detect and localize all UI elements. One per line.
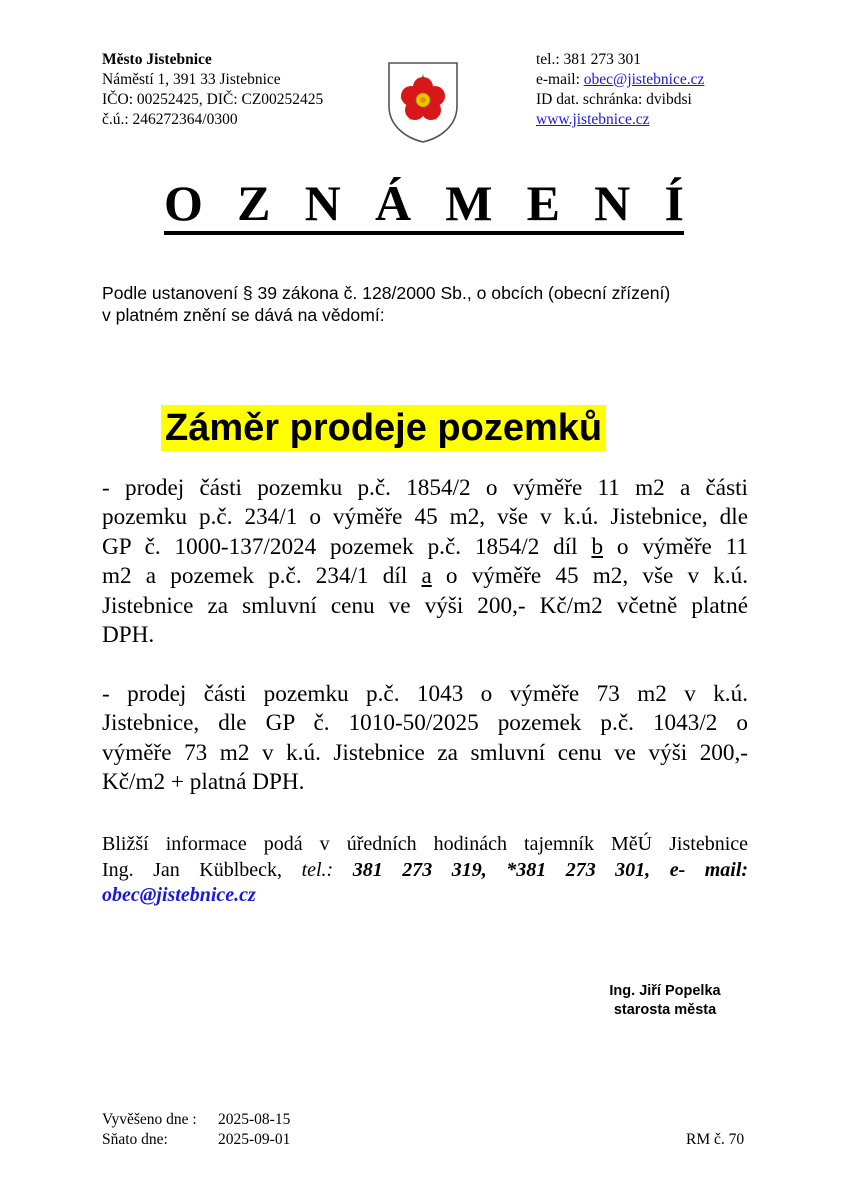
sale-item-2-line: výměře 73 m2 v k.ú. Jistebnice za smluvní cenu ve výši 200,- xyxy=(102,739,748,766)
org-account: č.ú.: 246272364/0300 xyxy=(102,111,238,128)
coat-of-arms-icon xyxy=(386,60,460,144)
title-letter: N xyxy=(304,175,341,231)
sale-item-1-line: DPH. xyxy=(102,622,155,649)
signatory-role: starosta města xyxy=(613,1002,717,1018)
org-ids: IČO: 00252425, DIČ: CZ00252425 xyxy=(102,91,324,108)
sale-item-1-line: pozemku p.č. 234/1 o výměře 45 m2, vše v k.ú. Jistebnice, dle xyxy=(102,504,748,531)
title-letter: Z xyxy=(237,175,271,231)
sale-item-1-line: m2 a pozemek p.č. 234/1 díl a o výměře 45 m2, vše v k.ú. xyxy=(102,563,748,590)
mail-label: e- mail: xyxy=(669,858,749,881)
posted-label: Vyvěšeno dne : xyxy=(102,1111,197,1128)
document-title xyxy=(164,176,684,234)
contact-block xyxy=(536,50,704,130)
contact-info xyxy=(102,832,748,909)
part-b-label: b xyxy=(591,533,604,560)
subject-heading: Záměr prodeje pozemků xyxy=(161,405,606,451)
council-resolution-number: RM č. 70 xyxy=(686,1131,745,1148)
title-letter: N xyxy=(594,175,631,231)
title-letter: Á xyxy=(374,175,412,231)
sale-item-2-line: - prodej části pozemku p.č. 1043 o výměře 73 m2 v k.ú. xyxy=(102,681,748,707)
removed-label: Sňato dne: xyxy=(102,1131,168,1148)
sale-item-1-line: - prodej části pozemku p.č. 1854/2 o výměře 11 m2 a části xyxy=(102,475,748,501)
data-box-id: ID dat. schránka: dvibdsi xyxy=(536,91,692,108)
posted-date: 2025-08-15 xyxy=(218,1111,291,1128)
phone: tel.: 381 273 301 xyxy=(536,51,642,68)
title-letter: O xyxy=(164,175,203,231)
sale-item-1-line: Jistebnice za smluvní cenu ve výši 200,- Kč/m2 včetně platné xyxy=(102,592,748,619)
org-name: Město Jistebnice xyxy=(102,51,212,68)
signature-block xyxy=(590,982,740,1020)
sale-item-1 xyxy=(102,474,748,650)
title-letters xyxy=(164,176,684,230)
sale-item-2 xyxy=(102,680,748,798)
contact-phone-1: 381 273 319, xyxy=(352,858,487,881)
part-a-label: a xyxy=(421,563,432,590)
intro-line-2: v platném znění se dává na vědomí: xyxy=(102,305,385,325)
contact-phone-2: *381 273 301, xyxy=(506,858,651,881)
contact-email-link[interactable]: obec@jistebnice.cz xyxy=(102,884,256,906)
sale-item-2-line: Kč/m2 + platná DPH. xyxy=(102,769,305,796)
signatory-name: Ing. Jiří Popelka xyxy=(609,983,721,999)
email-row xyxy=(536,70,704,90)
sale-item-1-line: GP č. 1000-137/2024 pozemek p.č. 1854/2 díl b o výměře 11 xyxy=(102,533,749,560)
title-underline xyxy=(164,231,684,235)
title-letter: E xyxy=(526,175,560,231)
email-label: e-mail: xyxy=(536,71,584,88)
removed-date: 2025-09-01 xyxy=(218,1131,291,1148)
email-link[interactable]: obec@jistebnice.cz xyxy=(583,71,705,88)
tel-label: tel.: xyxy=(301,858,334,881)
sender-block xyxy=(102,50,323,130)
posting-dates xyxy=(102,1110,290,1150)
contact-person: Ing. Jan Küblbeck, xyxy=(102,858,283,881)
contact-line-1: Bližší informace podá v úředních hodinách tajemník MěÚ Jistebnice xyxy=(102,833,748,855)
org-address: Náměstí 1, 391 33 Jistebnice xyxy=(102,71,281,88)
website-link[interactable]: www.jistebnice.cz xyxy=(536,111,650,128)
title-letter: Í xyxy=(664,175,684,231)
sale-item-2-line: Jistebnice, dle GP č. 1010-50/2025 pozemek p.č. 1043/2 o xyxy=(102,710,748,737)
title-letter: M xyxy=(445,175,493,231)
contact-line-2 xyxy=(102,858,748,884)
intro-line-1: Podle ustanovení § 39 zákona č. 128/2000 Sb., o obcích (obecní zřízení) xyxy=(102,283,671,303)
intro-text xyxy=(102,282,762,326)
